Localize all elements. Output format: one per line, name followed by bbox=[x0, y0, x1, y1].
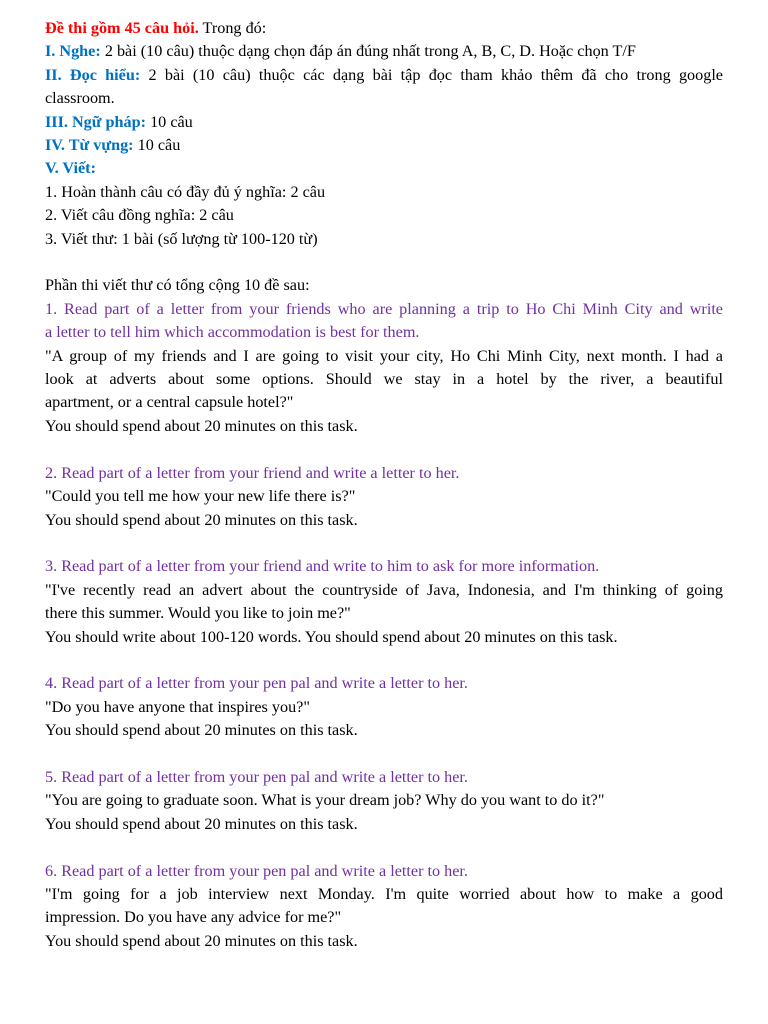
task-6 bbox=[45, 860, 723, 954]
heading-title: Đề thi gồm 45 câu hỏi. bbox=[45, 19, 199, 37]
task-prompt: 5. Read part of a letter from your pen pal and write a letter to her. bbox=[45, 767, 468, 786]
task-prompt: a letter to tell him which accommodation is best for them. bbox=[45, 323, 420, 342]
section-reading-cont bbox=[45, 87, 723, 110]
task-quote: "I'm going for a job interview next Monday. I'm quite worried about how to make a good bbox=[45, 884, 723, 903]
section-text: 10 câu bbox=[146, 112, 193, 131]
section-label: I. Nghe: bbox=[45, 42, 101, 61]
section-grammar bbox=[45, 111, 723, 134]
letter-intro: Phần thi viết thư có tổng cộng 10 đề sau: bbox=[45, 276, 310, 295]
task-prompt: 3. Read part of a letter from your friend and write to him to ask for more information. bbox=[45, 557, 600, 576]
section-text: 2 bài (10 câu) thuộc các dạng bài tập đọc tham khảo thêm đã cho trong google bbox=[140, 65, 723, 84]
task-instruction: You should spend about 20 minutes on this task. bbox=[45, 510, 358, 529]
task-quote: apartment, or a central capsule hotel?" bbox=[45, 393, 294, 412]
heading-suffix: Trong đó: bbox=[198, 19, 267, 37]
task-quote: there this summer. Would you like to join me?" bbox=[45, 604, 351, 623]
task-1 bbox=[45, 298, 723, 438]
section-label: II. Đọc hiểu: bbox=[45, 65, 141, 84]
task-prompt: 1. Read part of a letter from your friends who are planning a trip to Ho Chi Minh City and write bbox=[45, 299, 723, 318]
task-prompt: 6. Read part of a letter from your pen pal and write a letter to her. bbox=[45, 861, 468, 880]
task-quote: impression. Do you have any advice for me?" bbox=[45, 908, 342, 927]
section-writing bbox=[45, 157, 723, 180]
task-5 bbox=[45, 766, 723, 836]
task-quote: "A group of my friends and I are going to visit your city, Ho Chi Minh City, next month. I had a bbox=[45, 346, 723, 365]
task-instruction: You should spend about 20 minutes on this task. bbox=[45, 814, 358, 833]
writing-item: 2. Viết câu đồng nghĩa: 2 câu bbox=[45, 206, 234, 225]
task-3 bbox=[45, 555, 723, 649]
section-reading bbox=[45, 64, 723, 87]
task-quote: "You are going to graduate soon. What is your dream job? Why do you want to do it?" bbox=[45, 791, 605, 810]
section-text: 10 câu bbox=[133, 136, 181, 155]
task-quote: "Could you tell me how your new life there is?" bbox=[45, 487, 356, 506]
spacer bbox=[45, 836, 723, 859]
task-instruction: You should write about 100-120 words. You should spend about 20 minutes on this task. bbox=[45, 627, 618, 646]
section-label: V. Viết: bbox=[45, 159, 96, 178]
section-text: 2 bài (10 câu) thuộc dạng chọn đáp án đúng nhất trong A, B, C, D. Hoặc chọn T/F bbox=[100, 42, 636, 61]
task-prompt: 4. Read part of a letter from your pen pal and write a letter to her. bbox=[45, 674, 468, 693]
section-label: III. Ngữ pháp: bbox=[45, 112, 147, 131]
task-2 bbox=[45, 462, 723, 532]
document-page bbox=[45, 17, 723, 953]
section-text: classroom. bbox=[45, 89, 115, 108]
spacer bbox=[45, 743, 723, 766]
section-label: IV. Từ vựng: bbox=[45, 136, 134, 155]
spacer bbox=[45, 532, 723, 555]
task-instruction: You should spend about 20 minutes on this task. bbox=[45, 721, 358, 740]
task-4 bbox=[45, 672, 723, 742]
writing-item: 1. Hoàn thành câu có đầy đủ ý nghĩa: 2 câu bbox=[45, 182, 326, 201]
spacer bbox=[45, 438, 723, 461]
section-listening bbox=[45, 40, 723, 63]
task-instruction: You should spend about 20 minutes on this task. bbox=[45, 931, 358, 950]
spacer bbox=[45, 649, 723, 672]
task-quote: "Do you have anyone that inspires you?" bbox=[45, 697, 310, 716]
spacer bbox=[45, 251, 723, 274]
exam-heading bbox=[45, 17, 723, 40]
task-prompt: 2. Read part of a letter from your friend and write a letter to her. bbox=[45, 463, 460, 482]
task-instruction: You should spend about 20 minutes on this task. bbox=[45, 416, 358, 435]
writing-item: 3. Viết thư: 1 bài (số lượng từ 100-120 từ) bbox=[45, 229, 318, 248]
section-vocabulary bbox=[45, 134, 723, 157]
task-quote: "I've recently read an advert about the countryside of Java, Indonesia, and I'm thinking of going bbox=[45, 580, 723, 599]
task-quote: look at adverts about some options. Should we stay in a hotel by the river, a beautiful bbox=[45, 370, 723, 389]
